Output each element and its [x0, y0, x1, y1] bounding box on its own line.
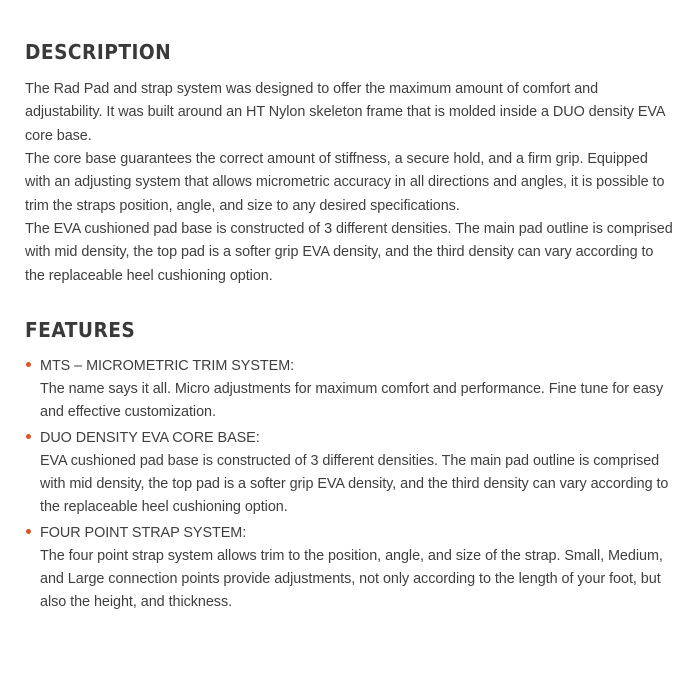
description-body [25, 78, 676, 288]
feature-description: EVA cushioned pad base is constructed of 3 different densities. The main pad outline is comprised with mid density, the top pad is a softer grip EVA density, and the third density can vary according to the replaceable heel cushioning option. [40, 452, 669, 516]
bullet-icon [26, 434, 31, 439]
description-paragraph: The Rad Pad and strap system was designed to offer the maximum amount of comfort and adjustability. It was built around an HT Nylon skeleton frame that is molded inside a DUO density EVA core base. [25, 81, 665, 144]
list-item [25, 355, 676, 425]
description-paragraph: The EVA cushioned pad base is constructed of 3 different densities. The main pad outline is comprised with mid density, the top pad is a softer grip EVA density, and the third density can vary according to the replaceable heel cushioning option. [25, 220, 673, 284]
description-paragraph: The core base guarantees the correct amount of stiffness, a secure hold, and a firm grip. Equipped with an adjusting system that allows micrometric accuracy in all directions and angles, it is possible to trim the straps position, angle, and size to any desired specifications. [25, 150, 665, 214]
bullet-icon [26, 362, 31, 367]
features-list [25, 355, 676, 615]
feature-description: The name says it all. Micro adjustments for maximum comfort and performance. Fine tune for easy and effective customization. [40, 381, 664, 421]
description-heading: DESCRIPTION [25, 40, 172, 64]
list-item [25, 427, 676, 520]
features-heading: FEATURES [25, 317, 136, 342]
feature-title: FOUR POINT STRAP SYSTEM: [40, 524, 247, 541]
feature-description: The four point strap system allows trim to the position, angle, and size of the strap. Small, Medium, and Large connection points provide adjustments, not only according to the length of your foot, but also the height, and thickness. [40, 547, 663, 611]
bullet-icon [26, 529, 31, 534]
list-item [25, 522, 676, 615]
feature-title: MTS – MICROMETRIC TRIM SYSTEM: [40, 357, 295, 374]
feature-title: DUO DENSITY EVA CORE BASE: [40, 429, 260, 446]
